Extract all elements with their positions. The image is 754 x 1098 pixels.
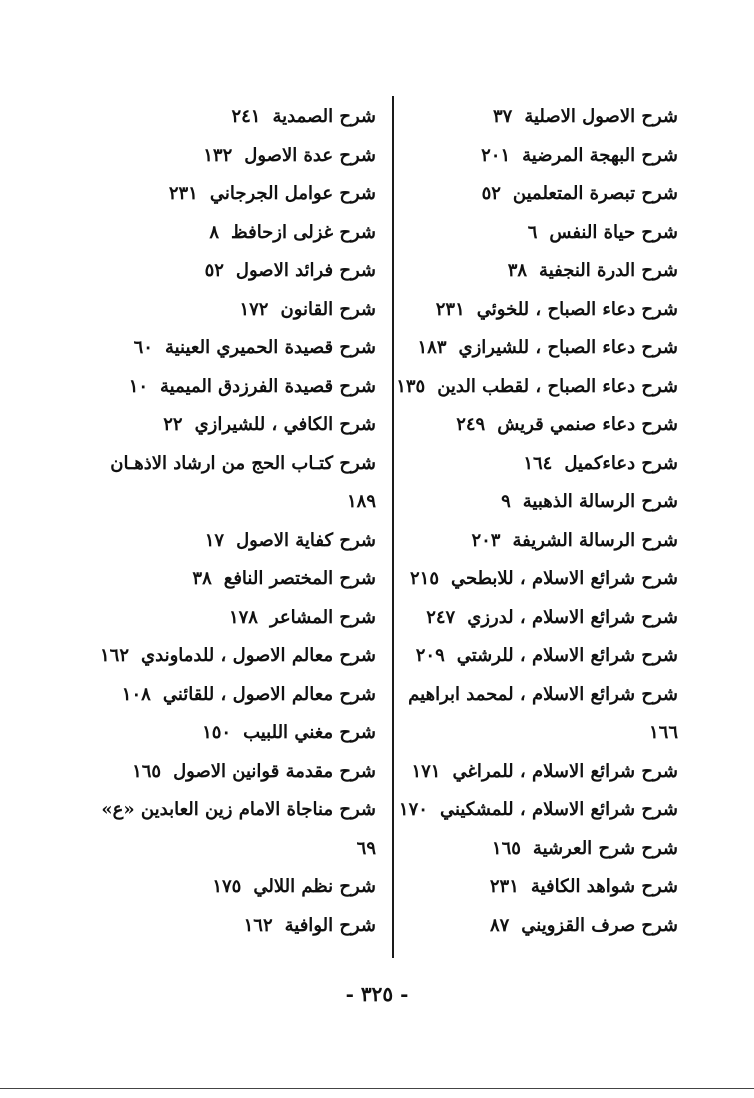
index-entry (388, 560, 678, 599)
entry-page: ١٧٢ (239, 298, 269, 320)
entry-title: شرح دعاء الصباح ، للخوئي (476, 298, 678, 320)
entry-title: شرح الرسالة الذهبية (522, 491, 678, 512)
entry-title: شرح تبصرة المتعلمين (512, 183, 678, 204)
entry-page: ٢١٥ (410, 568, 440, 589)
entry-title: شرح القانون (280, 298, 376, 320)
entry-title: شرح معالم الاصول ، للقائني (162, 683, 376, 705)
index-entry (388, 830, 678, 869)
entry-title: شرح الكافي ، للشيرازي (194, 414, 376, 435)
entry-page: ١٨٩ (346, 491, 376, 512)
entry-page: ٢٠١ (481, 144, 511, 166)
index-entry (388, 599, 678, 638)
entry-page: ٢٣١ (168, 183, 198, 204)
index-entry (388, 329, 678, 368)
entry-title: شرح شرائع الاسلام ، لمحمد ابراهيم (408, 683, 678, 705)
index-entry (388, 175, 678, 214)
entry-page: ٢٠٣ (471, 529, 501, 551)
index-entry (96, 868, 376, 907)
entry-page: ٢٤١ (231, 106, 261, 127)
index-entry (388, 406, 678, 445)
entry-page: ٢٠٩ (415, 645, 445, 666)
index-entry (96, 791, 376, 830)
entry-title: شرح الدرة النجفية (539, 260, 678, 281)
entry-title: شرح شرائع الاسلام ، للمراغي (452, 760, 678, 782)
entry-page: ٩ (501, 491, 511, 512)
page-number: - ٣٢٥ - (345, 982, 409, 1006)
entry-page: ٢٢ (163, 414, 183, 435)
entry-title: شرح المختصر النافع (223, 568, 376, 589)
entry-page: ١٦٥ (132, 760, 162, 782)
index-entry (388, 753, 678, 792)
entry-title: شرح المشاعر (269, 606, 376, 628)
entry-page: ٣٧ (492, 106, 513, 127)
index-entry (388, 445, 678, 484)
entry-title: شرح معالم الاصول ، للدماوندي (141, 645, 376, 666)
entry-page: ٨٧ (489, 914, 510, 936)
entry-page: ١٦٢ (100, 645, 130, 666)
entry-title: شرح غزلى ازحافظ (231, 221, 376, 243)
index-entry (96, 753, 376, 792)
entry-page: ٨ (209, 221, 219, 243)
index-entry (96, 214, 376, 253)
entry-page: ١٥٠ (202, 722, 232, 743)
entry-page: ٦٠ (133, 337, 153, 358)
index-entry (388, 137, 678, 176)
index-column-left (96, 98, 376, 945)
entry-title: شرح شرح العرشية (532, 837, 678, 859)
entry-title: شرح مناجاة الامام زين العابدين «ع» (101, 799, 376, 820)
index-entry (388, 676, 678, 715)
entry-title: شرح الاصول الاصلية (524, 106, 678, 127)
index-entry (388, 291, 678, 330)
entry-title: شرح دعاء الصباح ، للشيرازي (458, 337, 678, 358)
column-divider (392, 96, 394, 958)
entry-title: شرح عوامل الجرجاني (209, 183, 376, 204)
entry-title: شرح الصمدية (272, 106, 376, 127)
entry-title: شرح قصيدة الحميري العينية (164, 337, 376, 358)
entry-page: ١٠٨ (121, 683, 151, 705)
entry-page: ١٧ (204, 529, 225, 551)
entry-title: شرح نظم اللالي (253, 876, 376, 897)
entry-page: ٣٨ (192, 568, 212, 589)
index-entry (388, 791, 678, 830)
index-entry (96, 329, 376, 368)
entry-page: ١٦٥ (491, 837, 521, 859)
index-entry (96, 368, 376, 407)
entry-page: ٥٢ (481, 183, 501, 204)
index-entry (96, 560, 376, 599)
entry-title: شرح مقدمة قوانين الاصول (173, 760, 376, 782)
index-entry (388, 98, 678, 137)
index-column-right (388, 98, 678, 945)
index-entry (96, 98, 376, 137)
index-entry (388, 252, 678, 291)
entry-page: ١٣٥ (396, 375, 426, 397)
entry-title: شرح دعاء صنمي قريش (497, 414, 678, 435)
index-entry (96, 522, 376, 561)
entry-page: ١٧٥ (212, 876, 242, 897)
index-entry (388, 368, 678, 407)
entry-title: شرح الوافية (284, 914, 376, 936)
index-entry (96, 714, 376, 753)
entry-title: شرح فرائد الاصول (235, 260, 376, 281)
index-entry (388, 483, 678, 522)
entry-title: شرح شرائع الاسلام ، للرشتي (456, 645, 678, 666)
index-entry (96, 907, 376, 946)
index-entry (388, 868, 678, 907)
index-entry (388, 522, 678, 561)
index-entry (388, 907, 678, 946)
index-entry (388, 214, 678, 253)
entry-page: ٥٢ (204, 260, 224, 281)
entry-page: ٢٣١ (435, 298, 465, 320)
entry-page: ٢٤٩ (456, 414, 486, 435)
index-entry (96, 637, 376, 676)
index-entry (96, 676, 376, 715)
entry-title: شرح الرسالة الشريفة (512, 529, 678, 551)
entry-title: شرح البهجة المرضية (522, 144, 678, 166)
entry-page: ٢٤٧ (426, 606, 456, 628)
entry-page: ١٨٣ (417, 337, 447, 358)
entry-page: ٦٩ (356, 837, 376, 859)
index-entry (96, 252, 376, 291)
entry-title: شرح دعاء الصباح ، لقطب الدين (437, 375, 678, 397)
entry-page: ١٠ (128, 375, 149, 397)
index-entry-continuation (96, 830, 376, 869)
index-entry (96, 599, 376, 638)
entry-page: ١٧١ (411, 760, 441, 782)
index-entry (96, 291, 376, 330)
entry-title: شرح شرائع الاسلام ، للمشكيني (439, 799, 678, 820)
entry-title: شرح حياة النفس (549, 221, 678, 243)
index-entry (96, 175, 376, 214)
index-entry-continuation (388, 714, 678, 753)
entry-title: شرح مغني اللبيب (243, 722, 376, 743)
entry-title: شرح صرف القزويني (521, 914, 678, 936)
entry-page: ٦ (527, 221, 538, 243)
index-entry (388, 637, 678, 676)
index-entry (96, 137, 376, 176)
entry-page: ١٧٠ (398, 799, 428, 820)
index-entry (96, 445, 376, 484)
index-entry (96, 406, 376, 445)
entry-title: شرح عدة الاصول (244, 144, 376, 166)
entry-title: شرح قصيدة الفرزدق الميمية (160, 375, 376, 397)
entry-page: ٣٨ (507, 260, 528, 281)
entry-title: شرح شرائع الاسلام ، للابطحي (451, 568, 678, 589)
entry-title: شرح كفاية الاصول (236, 529, 376, 551)
entry-page: ١٣٢ (203, 144, 233, 166)
entry-page: ١٦٢ (243, 914, 273, 936)
entry-page: ٢٣١ (489, 876, 519, 897)
index-entry-continuation (96, 483, 376, 522)
entry-title: شرح شرائع الاسلام ، لدرزي (467, 606, 678, 628)
entry-page: ١٦٤ (523, 452, 553, 474)
bottom-rule (0, 1088, 754, 1089)
entry-title: شرح كتـاب الحج من ارشاد الاذهـان (110, 452, 376, 474)
entry-page: ١٧٨ (228, 606, 258, 628)
entry-title: شرح شواهد الكافية (530, 876, 678, 897)
entry-page: ١٦٦ (648, 722, 678, 743)
entry-title: شرح دعاءكميل (564, 452, 678, 474)
